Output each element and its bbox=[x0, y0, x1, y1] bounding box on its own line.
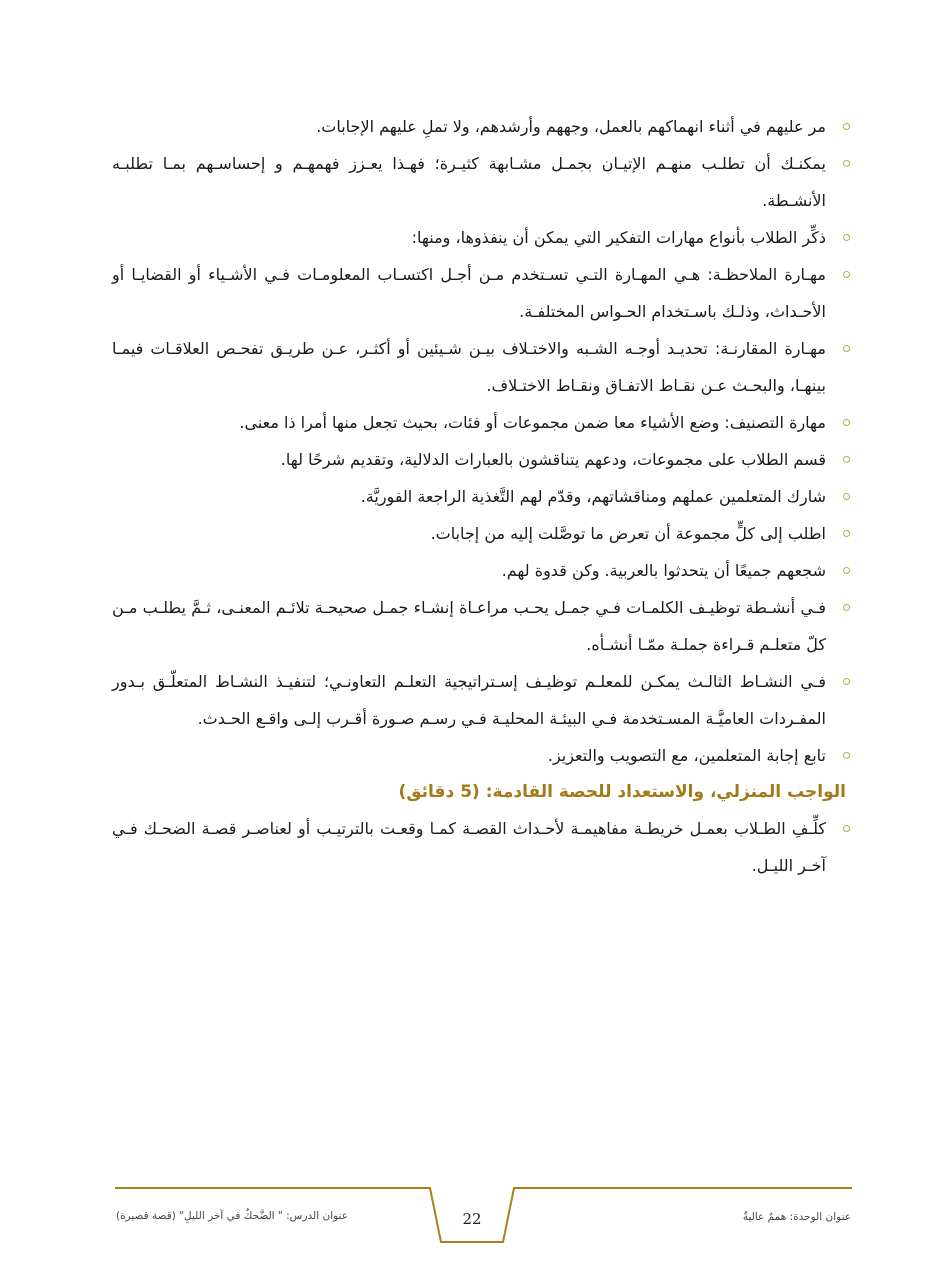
list-item bbox=[112, 737, 852, 774]
list-item-text: قسم الطلاب على مجموعات، ودعهم يتناقشون بالعبارات الدلالية، وتقديم شرحًا لها. bbox=[280, 450, 826, 469]
list-item-text: مر عليهم في أثناء انهماكهم بالعمل، وجههم وأرشدهم، ولا تملِ عليهم الإجابات. bbox=[316, 117, 826, 136]
list-item bbox=[112, 663, 852, 737]
list-item-text: شارك المتعلمين عملهم ومناقشاتهم، وقدّم لهم التَّغذية الراجعة الفوريَّة. bbox=[360, 487, 826, 506]
bullet-icon bbox=[843, 456, 850, 463]
list-item bbox=[112, 330, 852, 404]
bullet-icon bbox=[843, 530, 850, 537]
homework-heading: الواجب المنزلي، والاستعداد للحصة القادمة: (5 دقائق) bbox=[398, 782, 846, 802]
bullet-icon bbox=[843, 493, 850, 500]
list-item-text: مهـارة الملاحظـة: هـي المهـارة التـي تسـتخدم مـن أجـل اكتسـاب المعلومـات فـي الأشـياء أو القضايـا أو الأحـداث، وذلـك باسـتخدام الحـواس المختلفـة. bbox=[112, 265, 826, 321]
bullet-icon bbox=[843, 234, 850, 241]
list-item-text: كلِّـفِ الطـلاب بعمـل خريطـة مفاهيمـة لأحـداث القصـة كمـا وقعـت بالترتيـب أو لعناصـر قصـة الضحـك فـي آخـر الليـل. bbox=[112, 819, 826, 875]
list-item bbox=[112, 810, 852, 884]
list-item bbox=[112, 404, 852, 441]
list-item bbox=[112, 589, 852, 663]
list-item-text: فـي أنشـطة توظيـف الكلمـات فـي جمـل يحـب مراعـاة إنشـاء جمـل صحيحـة تلائـم المعنـى، ثـمَّ يطلـب مـن كلّ متعلـم قـراءة جملـة ممّـا أنشـأه. bbox=[112, 598, 826, 654]
list-item-text: مهارة التصنيف: وضع الأشياء معا ضمن مجموعات أو فئات، بحيث تجعل منها أمرا ذا معنى. bbox=[239, 413, 826, 432]
list-item bbox=[112, 145, 852, 219]
list-item-text: شجعهم جميعًا أن يتحدثوا بالعربية. وكن قدوة لهم. bbox=[501, 561, 826, 580]
list-item-text: مهـارة المقارنـة: تحديـد أوجـه الشـبه والاختـلاف بيـن شـيئين أو أكثـر، عـن طريـق تفحـص العلاقـات فيمـا بينهـا، والبحـث عـن نقـاط الاتفـاق ونقـاط الاختـلاف. bbox=[112, 339, 826, 395]
bullet-icon bbox=[843, 752, 850, 759]
bullet-icon bbox=[843, 604, 850, 611]
unit-title: عنوان الوحدة: هممٌ عاليةٌ bbox=[742, 1211, 851, 1223]
list-item bbox=[112, 515, 852, 552]
list-item-text: ذكِّر الطلاب بأنواع مهارات التفكير التي يمكن أن ينفذوها، ومنها: bbox=[411, 228, 826, 247]
lesson-title: عنوان الدرس: " الضَّحكُ في آخر الليلِ" (قصة قصيرة) bbox=[116, 1210, 348, 1222]
bullet-icon bbox=[843, 825, 850, 832]
list-item bbox=[112, 256, 852, 330]
list-item-text: تابع إجابة المتعلمين، مع التصويب والتعزيز. bbox=[547, 746, 826, 765]
page-content bbox=[112, 108, 852, 884]
list-item bbox=[112, 219, 852, 256]
bullet-icon bbox=[843, 419, 850, 426]
page-number: 22 bbox=[462, 1210, 482, 1228]
list-item bbox=[112, 552, 852, 589]
bullet-icon bbox=[843, 160, 850, 167]
list-item-text: فـي النشـاط الثالـث يمكـن للمعلـم توظيـف إسـتراتيجية التعلـم التعاونـي؛ لتنفيـذ النشـاط المتعلّـق بـدور المفـردات العاميَّـة المسـتخدمة فـي البيئـة المحليـة فـي رسـم صـورة أقـرب إلـى واقـع الحـدث. bbox=[112, 672, 826, 728]
list-item bbox=[112, 478, 852, 515]
list-item bbox=[112, 441, 852, 478]
bullet-icon bbox=[843, 567, 850, 574]
list-item-text: اطلب إلى كلٍّ مجموعة أن تعرض ما توصَّلت إليه من إجابات. bbox=[430, 524, 826, 543]
bullet-icon bbox=[843, 271, 850, 278]
list-item-text: يمكنـك أن تطلـب منهـم الإتيـان بجمـل مشـابهة كثيـرة؛ فهـذا يعـزز فهمهـم و إحساسـهم بمـا تطلبـه الأنشـطة. bbox=[112, 154, 826, 210]
bullet-icon bbox=[843, 345, 850, 352]
bullet-icon bbox=[843, 678, 850, 685]
list-item bbox=[112, 108, 852, 145]
bullet-icon bbox=[843, 123, 850, 130]
